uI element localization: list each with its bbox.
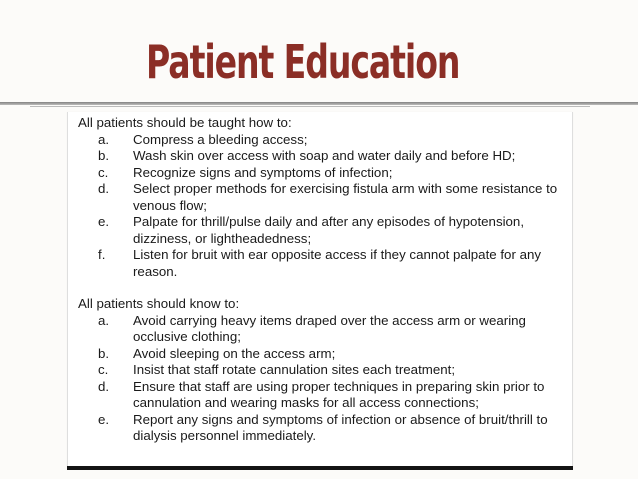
list-marker: d.: [98, 181, 110, 196]
list-marker: b.: [98, 148, 110, 163]
list-marker: a.: [98, 312, 110, 328]
list-item: [78, 214, 568, 247]
panel-bottom-border: [67, 466, 573, 470]
list-item-text: Ensure that staff are using proper techniques in preparing skin prior to cannulation and wearing masks for all access connections;: [133, 378, 545, 410]
content-text: [78, 115, 568, 445]
list-marker: a.: [98, 131, 110, 147]
list-item: [78, 148, 568, 165]
section-heading-know: All patients should know to:: [78, 296, 240, 311]
title-divider: [0, 102, 638, 105]
list-marker: f.: [98, 247, 106, 262]
section-heading-taught: All patients should be taught how to:: [78, 115, 292, 130]
content-image-panel: [67, 112, 573, 468]
list-marker: e.: [98, 214, 110, 229]
list-item-text: Avoid sleeping on the access arm;: [133, 345, 336, 361]
list-marker: d.: [98, 378, 110, 394]
list-marker: c.: [98, 164, 109, 180]
list-marker: c.: [98, 362, 109, 377]
list-item: [78, 132, 568, 149]
list-item: [78, 379, 568, 412]
list-item-text: Listen for bruit with ear opposite access if they cannot palpate for any reason.: [133, 247, 542, 279]
section-spacer: [78, 280, 568, 296]
list-item-text: Avoid carrying heavy items draped over the access arm or wearing occlusive clothing;: [133, 312, 526, 344]
title-divider-shadow: [30, 106, 590, 107]
list-item-text: Wash skin over access with soap and water daily and before HD;: [133, 148, 516, 163]
list-item-text: Report any signs and symptoms of infection or absence of bruit/thrill to dialysis personnel immediately.: [133, 411, 548, 443]
list-marker: e.: [98, 411, 110, 427]
list-item-text: Recognize signs and symptoms of infection;: [133, 164, 393, 180]
list-item-text: Select proper methods for exercising fistula arm with some resistance to venous flow;: [133, 181, 558, 213]
list-item: [78, 165, 568, 182]
list-item-text: Compress a bleeding access;: [133, 131, 308, 147]
list-item: [78, 362, 568, 379]
list-item: [78, 412, 568, 445]
list-marker: b.: [98, 345, 110, 361]
list-item: [78, 247, 568, 280]
list-item: [78, 181, 568, 214]
list-item-text: Palpate for thrill/pulse daily and after any episodes of hypotension, dizziness, or lightheadedness;: [133, 214, 525, 246]
list-item-text: Insist that staff rotate cannulation sites each treatment;: [133, 362, 456, 377]
slide-title: Patient Education: [146, 35, 460, 89]
list-item: [78, 346, 568, 363]
list-item: [78, 313, 568, 346]
